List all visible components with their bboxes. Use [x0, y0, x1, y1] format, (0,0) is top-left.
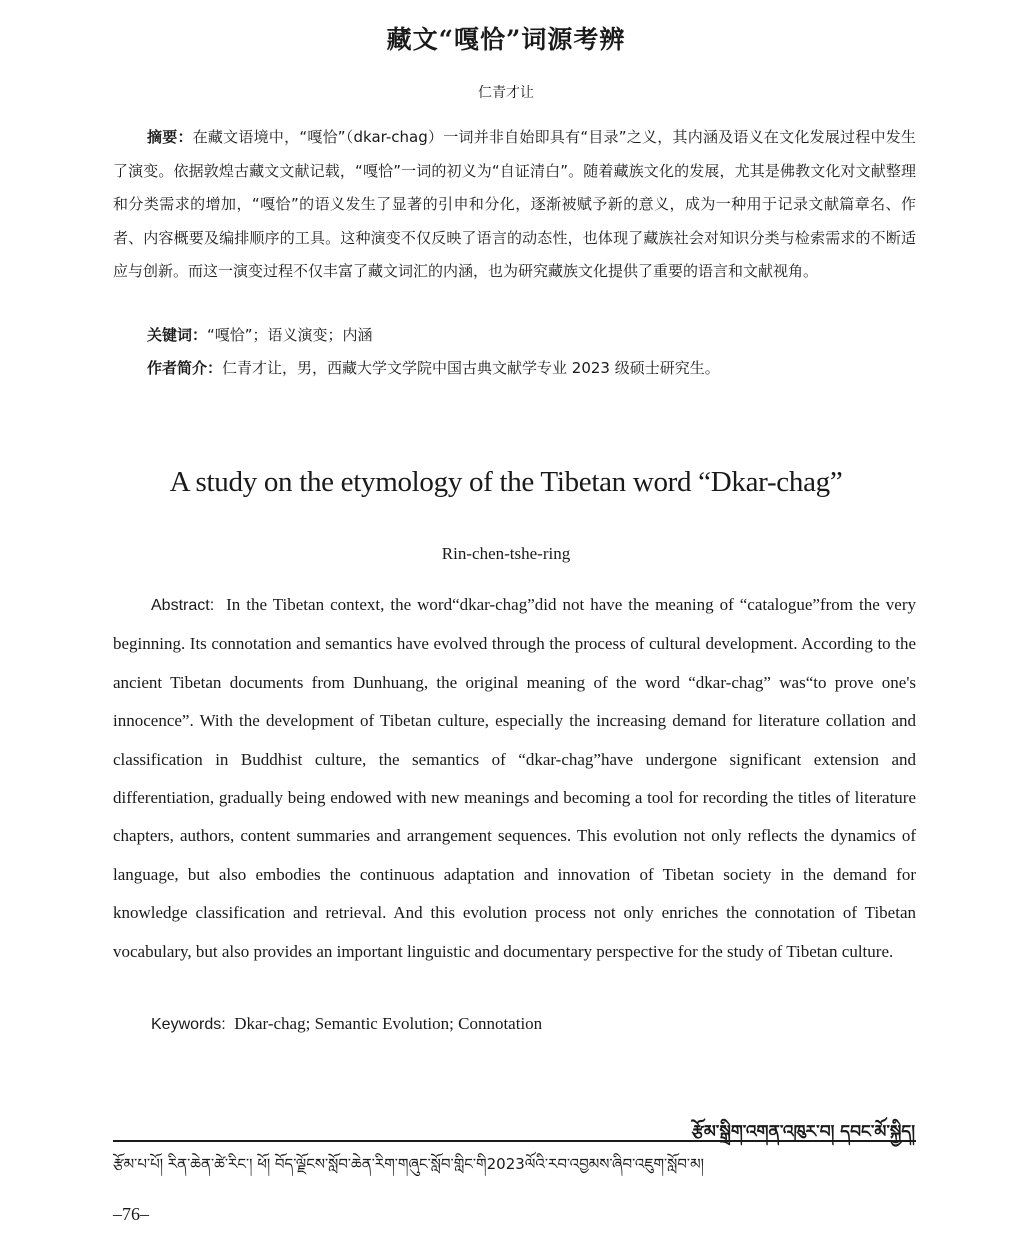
- english-abstract-label: Abstract:: [151, 597, 215, 614]
- english-keywords-label: Keywords:: [151, 1016, 226, 1033]
- english-author: Rin-chen-tshe-ring: [441, 544, 571, 563]
- tibetan-editor-line: རྩོམ་སྒྲིག་འགན་འཁུར་བ། དབང་མོ་སྐྱིད།: [691, 1122, 915, 1142]
- tibetan-author-bio: རྩོམ་པ་པོ། རིན་ཆེན་ཚེ་རིང་། ཕོ། བོད་ལྗོངས་སློབ་ཆེན་རིག་གཞུང་སློབ་གླིང་གི2023ལོའི་རབ་འབྱམས་ཞིབ་འཇུག་སློབ་མ།: [113, 1155, 704, 1173]
- english-abstract: [113, 586, 916, 971]
- english-keywords: [151, 1014, 542, 1034]
- chinese-abstract-text: 在藏文语境中，“嘎恰”（dkar-chag）一词并非自始即具有“目录”之义，其内涵及语义在文化发展过程中发生了演变。依据敦煌古藏文文献记载，“嘎恰”一词的初义为“自证清白”。随着藏族文化的发展，尤其是佛教文化对文献整理和分类需求的增加，“嘎恰”的语义发生了显著的引申和分化，逐渐被赋予新的意义，成为一种用于记录文献篇章名、作者、内容概要及编排顺序的工具。这种演变不仅反映了语言的动态性，也体现了藏族社会对知识分类与检索需求的不断适应与创新。而这一演变过程不仅丰富了藏文词汇的内涵，也为研究藏族文化提供了重要的语言和文献视角。: [113, 128, 916, 280]
- english-title: A study on the etymology of the Tibetan word “Dkar-chag”: [169, 466, 843, 498]
- chinese-keywords-label: 关键词：: [147, 326, 208, 344]
- footnote-divider: [113, 1140, 916, 1142]
- chinese-keywords: [147, 324, 373, 345]
- chinese-abstract-label: 摘要：: [147, 128, 193, 146]
- chinese-author: 仁青才让: [478, 85, 534, 101]
- english-keywords-text: Dkar-chag; Semantic Evolution; Connotation: [234, 1014, 543, 1033]
- chinese-author-bio: [147, 357, 720, 378]
- chinese-bio-label: 作者简介：: [147, 359, 223, 377]
- chinese-abstract: [113, 121, 916, 289]
- chinese-bio-text: 仁青才让，男，西藏大学文学院中国古典文献学专业 2023 级硕士研究生。: [222, 359, 720, 377]
- page-number: –76–: [113, 1204, 149, 1224]
- chinese-title: 藏文“嘎恰”词源考辨: [386, 25, 626, 54]
- english-abstract-text: In the Tibetan context, the word“dkar-chag”did not have the meaning of “catalogue”from the very beginning. Its connotation and semantics have evolved through the process of cultural development. According to the ancient Tibetan documents from Dunhuang, the original meaning of the word “dkar-chag” was“to prove one's innocence”. With the development of Tibetan culture, especially the increasing demand for literature collation and classification in Buddhist culture, the semantics of “dkar-chag”have undergone significant extension and differentiation, gradually being endowed with new meanings and becoming a tool for recording the titles of literature chapters, authors, content summaries and arrangement sequences. This evolution not only reflects the dynamics of language, but also embodies the continuous adaptation and innovation of Tibetan society in the demand for knowledge classification and retrieval. And this evolution process not only enriches the connotation of Tibetan vocabulary, but also provides an important linguistic and documentary perspective for the study of Tibetan culture.: [113, 595, 916, 961]
- chinese-keywords-text: “嘎恰”；语义演变；内涵: [207, 326, 373, 344]
